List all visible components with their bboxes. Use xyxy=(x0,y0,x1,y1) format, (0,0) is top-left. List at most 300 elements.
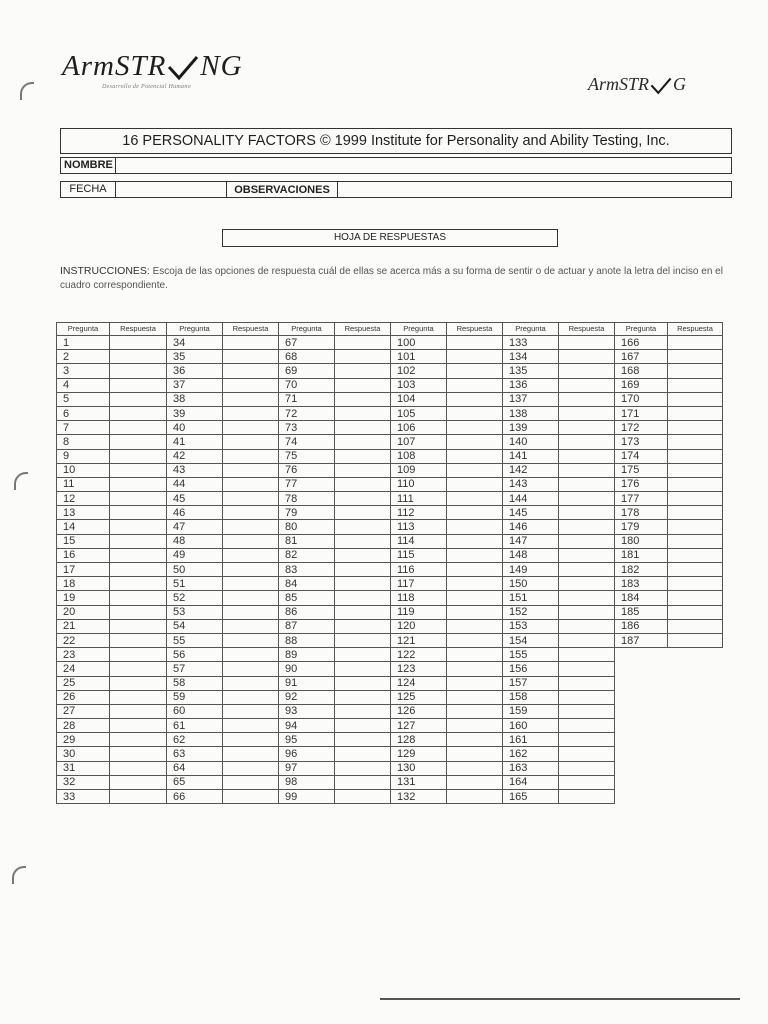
question-number: 173 xyxy=(615,435,668,449)
question-number: 21 xyxy=(57,619,110,633)
header-respuesta: Respuesta xyxy=(668,323,723,336)
table-row xyxy=(57,492,723,506)
question-number: 71 xyxy=(279,392,335,406)
question-number: 137 xyxy=(503,392,559,406)
answer-cell[interactable] xyxy=(110,492,167,506)
answer-cell[interactable] xyxy=(110,704,167,718)
answer-cell[interactable] xyxy=(223,336,279,350)
answer-cell[interactable] xyxy=(110,435,167,449)
question-number: 115 xyxy=(391,548,447,562)
answer-cell[interactable] xyxy=(110,421,167,435)
answer-cell[interactable] xyxy=(559,350,615,364)
answer-cell[interactable] xyxy=(110,364,167,378)
answer-cell[interactable] xyxy=(447,477,503,491)
answer-cell[interactable] xyxy=(223,435,279,449)
answer-cell[interactable] xyxy=(223,477,279,491)
nombre-input[interactable] xyxy=(117,158,729,173)
answer-cell[interactable] xyxy=(110,350,167,364)
question-number: 85 xyxy=(279,591,335,605)
answer-cell[interactable] xyxy=(559,719,615,733)
question-number: 2 xyxy=(57,350,110,364)
answer-cell[interactable] xyxy=(559,506,615,520)
answer-cell[interactable] xyxy=(110,790,167,804)
table-row xyxy=(57,704,723,718)
answer-cell[interactable] xyxy=(559,747,615,761)
question-number: 102 xyxy=(391,364,447,378)
question-number: 141 xyxy=(503,449,559,463)
answer-cell[interactable] xyxy=(110,406,167,420)
logo-text-right: NG xyxy=(200,50,243,82)
question-number: 67 xyxy=(279,336,335,350)
answer-cell[interactable] xyxy=(223,548,279,562)
answer-cell[interactable] xyxy=(110,449,167,463)
answer-cell[interactable] xyxy=(223,605,279,619)
question-number: 136 xyxy=(503,378,559,392)
table-row xyxy=(57,506,723,520)
table-row xyxy=(57,350,723,364)
answer-cell[interactable] xyxy=(559,577,615,591)
question-number: 94 xyxy=(279,719,335,733)
answer-cell[interactable] xyxy=(110,534,167,548)
question-number: 88 xyxy=(279,633,335,647)
answer-cell[interactable] xyxy=(335,336,391,350)
answer-cell[interactable] xyxy=(335,676,391,690)
question-number: 118 xyxy=(391,591,447,605)
question-number: 158 xyxy=(503,690,559,704)
answer-cell[interactable] xyxy=(110,719,167,733)
question-number: 98 xyxy=(279,775,335,789)
empty-cell xyxy=(615,662,668,676)
answer-cell[interactable] xyxy=(110,648,167,662)
answer-cell[interactable] xyxy=(447,648,503,662)
question-number: 148 xyxy=(503,548,559,562)
answer-cell[interactable] xyxy=(447,548,503,562)
answer-cell[interactable] xyxy=(668,563,723,577)
answer-cell[interactable] xyxy=(559,534,615,548)
answer-cell[interactable] xyxy=(447,463,503,477)
answer-cell[interactable] xyxy=(335,506,391,520)
question-number: 76 xyxy=(279,463,335,477)
answer-cell[interactable] xyxy=(447,619,503,633)
question-number: 123 xyxy=(391,662,447,676)
answer-cell[interactable] xyxy=(335,392,391,406)
question-number: 49 xyxy=(167,548,223,562)
answer-cell[interactable] xyxy=(335,790,391,804)
answer-cell[interactable] xyxy=(447,591,503,605)
answer-cell[interactable] xyxy=(559,392,615,406)
answer-cell[interactable] xyxy=(447,392,503,406)
answer-cell[interactable] xyxy=(447,676,503,690)
table-row xyxy=(57,477,723,491)
answer-cell[interactable] xyxy=(335,534,391,548)
question-number: 170 xyxy=(615,392,668,406)
question-number: 106 xyxy=(391,421,447,435)
answer-cell[interactable] xyxy=(447,350,503,364)
answer-cell[interactable] xyxy=(110,548,167,562)
answer-cell[interactable] xyxy=(447,534,503,548)
answer-cell[interactable] xyxy=(447,577,503,591)
answer-cell[interactable] xyxy=(223,534,279,548)
answer-cell[interactable] xyxy=(110,591,167,605)
question-number: 41 xyxy=(167,435,223,449)
answer-cell[interactable] xyxy=(559,406,615,420)
answer-cell[interactable] xyxy=(559,477,615,491)
table-row xyxy=(57,591,723,605)
question-number: 152 xyxy=(503,605,559,619)
answer-cell[interactable] xyxy=(335,520,391,534)
answer-cell[interactable] xyxy=(223,790,279,804)
answer-cell[interactable] xyxy=(110,662,167,676)
answer-cell[interactable] xyxy=(335,591,391,605)
answer-cell[interactable] xyxy=(223,591,279,605)
answer-cell[interactable] xyxy=(559,492,615,506)
answer-cell[interactable] xyxy=(110,733,167,747)
question-number: 37 xyxy=(167,378,223,392)
answer-cell[interactable] xyxy=(223,449,279,463)
empty-cell xyxy=(615,775,668,789)
answer-cell[interactable] xyxy=(110,336,167,350)
answer-cell[interactable] xyxy=(559,619,615,633)
answer-cell[interactable] xyxy=(223,378,279,392)
answer-cell[interactable] xyxy=(223,392,279,406)
answer-cell[interactable] xyxy=(223,406,279,420)
question-number: 68 xyxy=(279,350,335,364)
answer-cell[interactable] xyxy=(668,350,723,364)
answer-cell[interactable] xyxy=(559,704,615,718)
answer-cell[interactable] xyxy=(223,719,279,733)
answer-cell[interactable] xyxy=(447,633,503,647)
answer-cell[interactable] xyxy=(110,577,167,591)
answer-cell[interactable] xyxy=(110,463,167,477)
binder-hole-mark xyxy=(14,472,28,490)
answer-cell[interactable] xyxy=(110,506,167,520)
answer-cell[interactable] xyxy=(559,463,615,477)
answer-cell[interactable] xyxy=(447,364,503,378)
question-number: 95 xyxy=(279,733,335,747)
table-row xyxy=(57,719,723,733)
answer-cell[interactable] xyxy=(223,350,279,364)
answer-cell[interactable] xyxy=(335,662,391,676)
question-number: 87 xyxy=(279,619,335,633)
empty-cell xyxy=(615,704,668,718)
answer-cell[interactable] xyxy=(559,378,615,392)
question-number: 131 xyxy=(391,775,447,789)
question-number: 187 xyxy=(615,633,668,647)
answer-cell[interactable] xyxy=(668,392,723,406)
answer-cell[interactable] xyxy=(335,435,391,449)
answer-cell[interactable] xyxy=(335,421,391,435)
table-row xyxy=(57,463,723,477)
answer-cell[interactable] xyxy=(447,563,503,577)
logo-small-text-right: G xyxy=(673,74,687,94)
question-number: 124 xyxy=(391,676,447,690)
question-number: 82 xyxy=(279,548,335,562)
answer-cell[interactable] xyxy=(223,761,279,775)
logo-text-left: ArmSTR xyxy=(62,50,167,82)
question-number: 179 xyxy=(615,520,668,534)
table-row xyxy=(57,392,723,406)
answer-cell[interactable] xyxy=(447,704,503,718)
binder-hole-mark xyxy=(20,82,34,100)
answer-cell[interactable] xyxy=(559,761,615,775)
answer-cell[interactable] xyxy=(559,520,615,534)
answer-cell[interactable] xyxy=(447,406,503,420)
answer-cell[interactable] xyxy=(110,605,167,619)
question-number: 32 xyxy=(57,775,110,789)
answer-cell[interactable] xyxy=(559,364,615,378)
answer-cell[interactable] xyxy=(223,704,279,718)
answer-cell[interactable] xyxy=(335,492,391,506)
answer-cell[interactable] xyxy=(668,506,723,520)
empty-cell xyxy=(668,747,723,761)
answer-cell[interactable] xyxy=(335,364,391,378)
question-number: 3 xyxy=(57,364,110,378)
question-number: 176 xyxy=(615,477,668,491)
answer-cell[interactable] xyxy=(110,747,167,761)
question-number: 11 xyxy=(57,477,110,491)
answer-table xyxy=(56,322,723,804)
answer-cell[interactable] xyxy=(559,633,615,647)
answer-cell[interactable] xyxy=(223,775,279,789)
answer-cell[interactable] xyxy=(447,435,503,449)
answer-cell[interactable] xyxy=(559,563,615,577)
question-number: 84 xyxy=(279,577,335,591)
question-number: 140 xyxy=(503,435,559,449)
answer-cell[interactable] xyxy=(668,421,723,435)
question-number: 103 xyxy=(391,378,447,392)
answer-cell[interactable] xyxy=(335,563,391,577)
question-number: 61 xyxy=(167,719,223,733)
answer-cell[interactable] xyxy=(668,378,723,392)
answer-cell[interactable] xyxy=(335,619,391,633)
question-number: 97 xyxy=(279,761,335,775)
answer-cell[interactable] xyxy=(223,492,279,506)
answer-cell[interactable] xyxy=(559,662,615,676)
answer-cell[interactable] xyxy=(335,548,391,562)
answer-sheet-title: HOJA DE RESPUESTAS xyxy=(222,229,558,247)
answer-cell[interactable] xyxy=(559,676,615,690)
question-number: 60 xyxy=(167,704,223,718)
binder-hole-mark xyxy=(12,866,26,884)
answer-cell[interactable] xyxy=(447,492,503,506)
question-number: 12 xyxy=(57,492,110,506)
answer-cell[interactable] xyxy=(223,421,279,435)
answer-cell[interactable] xyxy=(559,435,615,449)
question-number: 90 xyxy=(279,662,335,676)
answer-cell[interactable] xyxy=(223,520,279,534)
answer-cell[interactable] xyxy=(668,477,723,491)
answer-cell[interactable] xyxy=(335,747,391,761)
answer-cell[interactable] xyxy=(335,605,391,619)
question-number: 167 xyxy=(615,350,668,364)
question-number: 169 xyxy=(615,378,668,392)
answer-cell[interactable] xyxy=(110,477,167,491)
answer-cell[interactable] xyxy=(559,690,615,704)
question-number: 74 xyxy=(279,435,335,449)
answer-cell[interactable] xyxy=(223,747,279,761)
answer-cell[interactable] xyxy=(110,563,167,577)
question-number: 147 xyxy=(503,534,559,548)
question-number: 121 xyxy=(391,633,447,647)
answer-cell[interactable] xyxy=(447,775,503,789)
answer-cell[interactable] xyxy=(335,577,391,591)
armstrong-logo xyxy=(62,50,243,83)
question-number: 100 xyxy=(391,336,447,350)
answer-cell[interactable] xyxy=(110,619,167,633)
answer-cell[interactable] xyxy=(223,690,279,704)
answer-cell[interactable] xyxy=(668,591,723,605)
empty-cell xyxy=(668,719,723,733)
header-pregunta: Pregunta xyxy=(391,323,447,336)
answer-cell[interactable] xyxy=(447,662,503,676)
header-respuesta: Respuesta xyxy=(110,323,167,336)
table-row xyxy=(57,747,723,761)
answer-cell[interactable] xyxy=(335,463,391,477)
question-number: 99 xyxy=(279,790,335,804)
answer-cell[interactable] xyxy=(110,676,167,690)
answer-cell[interactable] xyxy=(447,520,503,534)
answer-cell[interactable] xyxy=(668,406,723,420)
answer-cell[interactable] xyxy=(668,449,723,463)
answer-cell[interactable] xyxy=(335,477,391,491)
answer-cell[interactable] xyxy=(668,548,723,562)
answer-cell[interactable] xyxy=(335,719,391,733)
observaciones-label: OBSERVACIONES xyxy=(226,181,338,198)
table-row xyxy=(57,761,723,775)
answer-cell[interactable] xyxy=(223,633,279,647)
answer-cell[interactable] xyxy=(110,520,167,534)
answer-cell[interactable] xyxy=(668,577,723,591)
answer-cell[interactable] xyxy=(447,506,503,520)
answer-cell[interactable] xyxy=(447,336,503,350)
answer-cell[interactable] xyxy=(559,775,615,789)
question-number: 134 xyxy=(503,350,559,364)
answer-cell[interactable] xyxy=(110,690,167,704)
answer-cell[interactable] xyxy=(335,733,391,747)
answer-cell[interactable] xyxy=(559,733,615,747)
question-number: 72 xyxy=(279,406,335,420)
question-number: 33 xyxy=(57,790,110,804)
empty-cell xyxy=(668,648,723,662)
answer-cell[interactable] xyxy=(110,378,167,392)
question-number: 81 xyxy=(279,534,335,548)
answer-cell[interactable] xyxy=(110,761,167,775)
answer-cell[interactable] xyxy=(668,463,723,477)
answer-cell[interactable] xyxy=(223,563,279,577)
question-number: 79 xyxy=(279,506,335,520)
question-number: 110 xyxy=(391,477,447,491)
answer-cell[interactable] xyxy=(447,690,503,704)
answer-cell[interactable] xyxy=(335,449,391,463)
answer-cell[interactable] xyxy=(559,591,615,605)
answer-cell[interactable] xyxy=(110,633,167,647)
answer-cell[interactable] xyxy=(335,406,391,420)
header-pregunta: Pregunta xyxy=(57,323,110,336)
answer-cell[interactable] xyxy=(668,336,723,350)
answer-cell[interactable] xyxy=(447,719,503,733)
answer-cell[interactable] xyxy=(559,790,615,804)
observaciones-input[interactable] xyxy=(341,182,729,197)
answer-cell[interactable] xyxy=(559,421,615,435)
answer-cell[interactable] xyxy=(668,605,723,619)
answer-cell[interactable] xyxy=(447,733,503,747)
question-number: 122 xyxy=(391,648,447,662)
fecha-input[interactable] xyxy=(117,182,223,197)
question-number: 25 xyxy=(57,676,110,690)
question-number: 56 xyxy=(167,648,223,662)
answer-cell[interactable] xyxy=(447,421,503,435)
answer-cell[interactable] xyxy=(668,534,723,548)
answer-cell[interactable] xyxy=(668,492,723,506)
answer-cell[interactable] xyxy=(110,775,167,789)
answer-cell[interactable] xyxy=(223,662,279,676)
answer-cell[interactable] xyxy=(668,633,723,647)
answer-cell[interactable] xyxy=(223,733,279,747)
question-number: 172 xyxy=(615,421,668,435)
answer-cell[interactable] xyxy=(335,690,391,704)
answer-cell[interactable] xyxy=(559,449,615,463)
empty-cell xyxy=(615,747,668,761)
fecha-row xyxy=(60,181,732,198)
question-number: 177 xyxy=(615,492,668,506)
answer-cell[interactable] xyxy=(447,761,503,775)
answer-cell[interactable] xyxy=(223,463,279,477)
answer-cell[interactable] xyxy=(559,336,615,350)
answer-cell[interactable] xyxy=(335,648,391,662)
answer-cell[interactable] xyxy=(335,775,391,789)
answer-cell[interactable] xyxy=(223,619,279,633)
answer-cell[interactable] xyxy=(559,648,615,662)
answer-cell[interactable] xyxy=(447,378,503,392)
question-number: 155 xyxy=(503,648,559,662)
answer-cell[interactable] xyxy=(335,633,391,647)
question-number: 114 xyxy=(391,534,447,548)
answer-cell[interactable] xyxy=(559,605,615,619)
answer-cell[interactable] xyxy=(668,520,723,534)
question-number: 1 xyxy=(57,336,110,350)
question-number: 157 xyxy=(503,676,559,690)
answer-cell[interactable] xyxy=(447,790,503,804)
answer-cell[interactable] xyxy=(668,619,723,633)
answer-cell[interactable] xyxy=(223,577,279,591)
question-number: 22 xyxy=(57,633,110,647)
answer-cell[interactable] xyxy=(668,435,723,449)
answer-cell[interactable] xyxy=(447,747,503,761)
answer-cell[interactable] xyxy=(110,392,167,406)
question-number: 178 xyxy=(615,506,668,520)
question-number: 78 xyxy=(279,492,335,506)
answer-cell[interactable] xyxy=(223,676,279,690)
answer-cell[interactable] xyxy=(447,449,503,463)
question-number: 70 xyxy=(279,378,335,392)
answer-cell[interactable] xyxy=(447,605,503,619)
table-row xyxy=(57,336,723,350)
answer-cell[interactable] xyxy=(223,364,279,378)
question-number: 91 xyxy=(279,676,335,690)
answer-cell[interactable] xyxy=(668,364,723,378)
question-number: 159 xyxy=(503,704,559,718)
question-number: 181 xyxy=(615,548,668,562)
table-row xyxy=(57,520,723,534)
answer-cell[interactable] xyxy=(335,378,391,392)
answer-cell[interactable] xyxy=(223,506,279,520)
answer-cell[interactable] xyxy=(335,704,391,718)
answer-cell[interactable] xyxy=(335,761,391,775)
question-number: 145 xyxy=(503,506,559,520)
answer-cell[interactable] xyxy=(335,350,391,364)
answer-cell[interactable] xyxy=(559,548,615,562)
answer-cell[interactable] xyxy=(223,648,279,662)
